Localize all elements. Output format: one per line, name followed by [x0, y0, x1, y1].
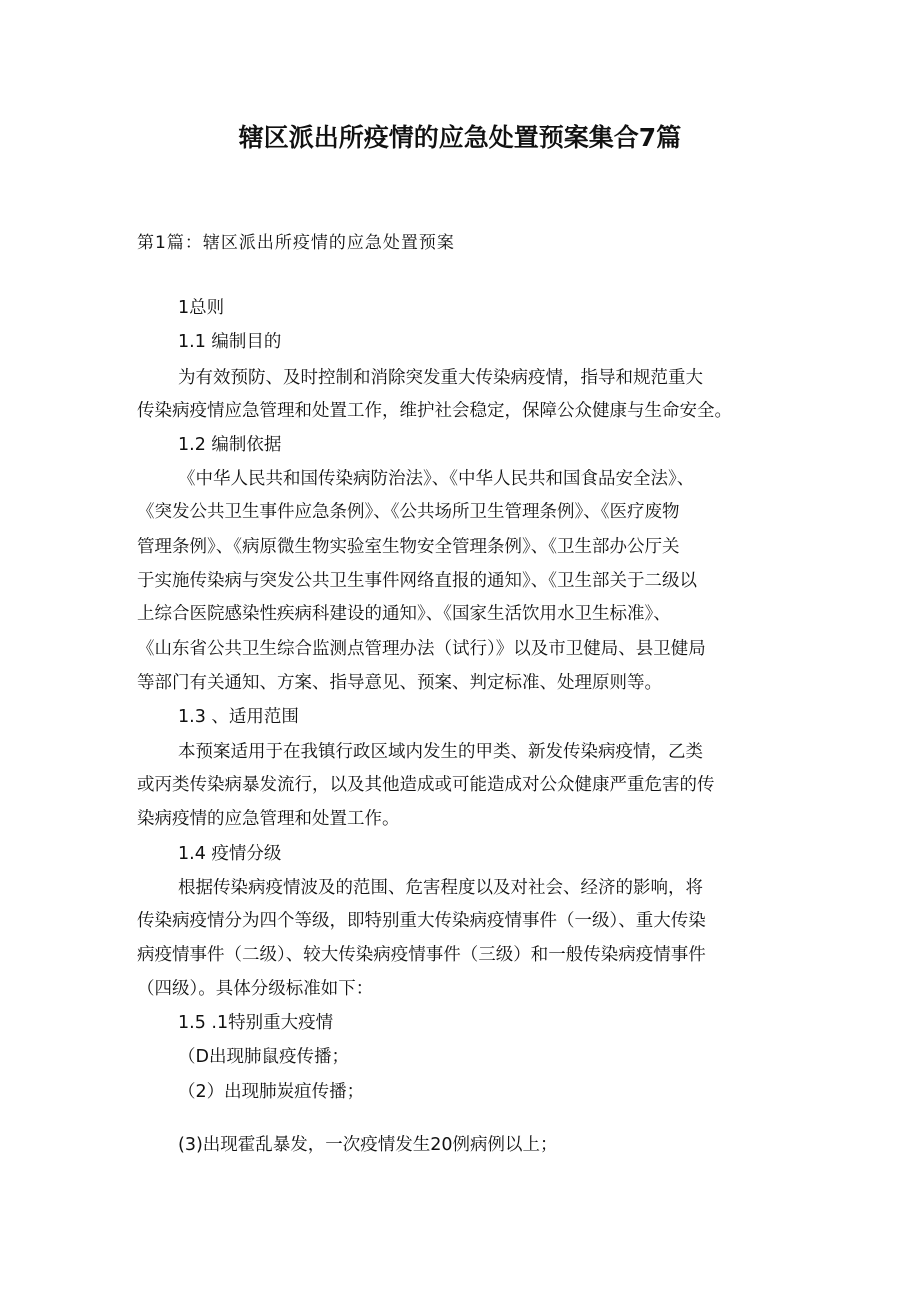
- paragraph-line: 根据传染病疫情波及的范围、危害程度以及对社会、经济的影响，将: [178, 878, 703, 898]
- document-title: 辖区派出所疫情的应急处置预案集合7篇: [238, 123, 682, 152]
- section-heading-1-3: 1.3 、适用范围: [178, 707, 299, 727]
- paragraph-line: （四级）。具体分级标准如下：: [137, 979, 374, 999]
- paragraph-line: 等部门有关通知、方案、指导意见、预案、判定标准、处理原则等。: [137, 673, 662, 693]
- paragraph-line: 上综合医院感染性疾病科建设的通知》、《国家生活饮用水卫生标准》、: [137, 604, 671, 624]
- paragraph-line: 传染病疫情应急管理和处置工作，维护社会稳定，保障公众健康与生命安全。: [137, 401, 732, 421]
- paragraph-line: 或丙类传染病暴发流行，以及其他造成或可能造成对公众健康严重危害的传: [137, 775, 715, 795]
- list-item: (3)出现霍乱暴发，一次疫情发生20例病例以上；: [178, 1135, 558, 1155]
- paragraph-line: 《中华人民共和国传染病防治法》、《中华人民共和国食品安全法》、: [178, 469, 695, 489]
- list-item: （D出现肺鼠疫传播；: [178, 1047, 349, 1067]
- section-heading-1-2: 1.2 编制依据: [178, 435, 282, 455]
- section-heading-1-5: 1.5 .1特别重大疫情: [178, 1013, 334, 1033]
- paragraph-line: 染病疫情的应急管理和处置工作。: [137, 809, 400, 829]
- section-heading-1: 1总则: [178, 298, 225, 318]
- paragraph-line: 病疫情事件（二级）、较大传染病疫情事件（三级）和一般传染病疫情事件: [137, 945, 706, 965]
- list-item: （2）出现肺炭疽传播；: [178, 1082, 365, 1102]
- paragraph-line: 传染病疫情分为四个等级，即特别重大传染病疫情事件（一级）、重大传染: [137, 911, 706, 931]
- paragraph-line: 《山东省公共卫生综合监测点管理办法（试行）》以及市卫健局、县卫健局: [137, 639, 706, 659]
- section-heading-1-4: 1.4 疫情分级: [178, 844, 282, 864]
- paragraph-line: 《突发公共卫生事件应急条例》、《公共场所卫生管理条例》、《医疗废物: [137, 502, 680, 522]
- paragraph-line: 于实施传染病与突发公共卫生事件网络直报的通知》、《卫生部关于二级以: [137, 571, 697, 591]
- paragraph-line: 为有效预防、及时控制和消除突发重大传染病疫情，指导和规范重大: [178, 368, 703, 388]
- paragraph-line: 管理条例》、《病原微生物实验室生物安全管理条例》、《卫生部办公厅关: [137, 537, 680, 557]
- paragraph-line: 本预案适用于在我镇行政区域内发生的甲类、新发传染病疫情，乙类: [178, 742, 703, 762]
- chapter-heading: 第1篇：辖区派出所疫情的应急处置预案: [137, 233, 455, 253]
- section-heading-1-1: 1.1 编制目的: [178, 332, 282, 352]
